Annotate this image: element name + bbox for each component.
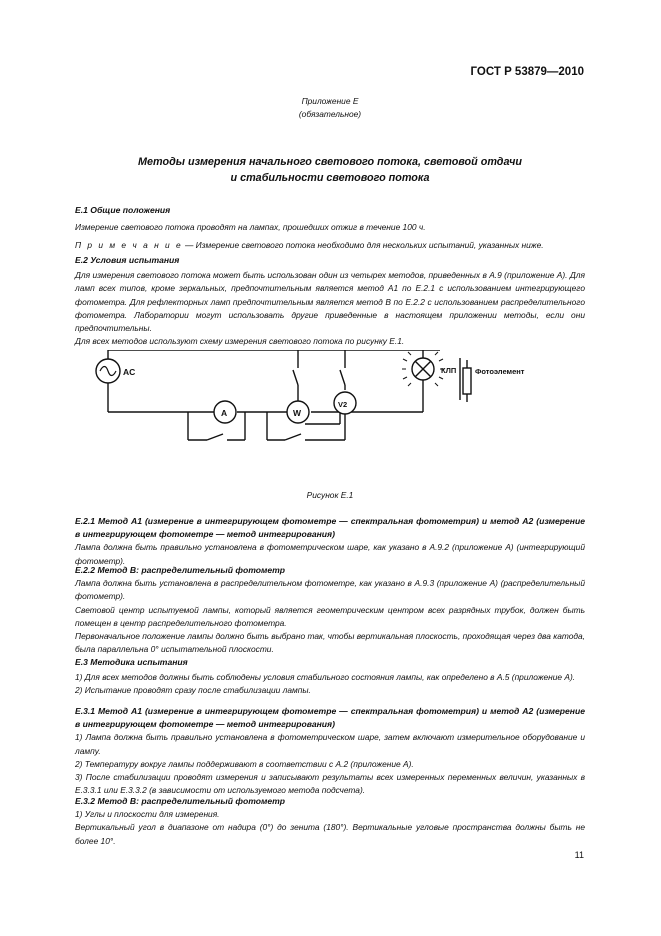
- e3-heading: Е.3 Методика испытания: [75, 657, 188, 667]
- appendix-title: Приложение Е: [301, 96, 359, 106]
- e2-paragraph-2: Для всех методов используют схему измерения светового потока по рисунку Е.1.: [75, 336, 405, 347]
- e1-note: [75, 239, 585, 252]
- note-label: П р и м е ч а н и е: [75, 240, 183, 251]
- photocell-rect: [463, 368, 471, 394]
- e31-item-2: 2) Температуру вокруг лампы поддерживают в соответствии с А.2 (приложение А).: [75, 758, 414, 769]
- section-e32: [75, 795, 585, 848]
- e2-paragraph-1: Для измерения светового потока может быть использован один из четырех методов, приведенных в А.9 (приложение А). Для ламп всех типов, кроме зеркальных, предпочтительным является метод А1 по Е.2.1 с использованием интегрирующего фотометра. Для рефлекторных ламп предпочтительным является метод В по Е.2.2 с использованием распределительного фотометра. Лаборатории могут использовать другие приведенные в настоящем приложении методы, если они предпочтительны.: [75, 270, 585, 334]
- standard-number: ГОСТ Р 53879—2010: [470, 66, 584, 78]
- e3-item-1: 1) Для всех методов должны быть соблюдены условия стабильного состояния лампы, как определено в А.5 (приложение А).: [75, 672, 576, 683]
- e21-heading: Е.2.1 Метод А1 (измерение в интегрирующем фотометре — спектральная фотометрия) и метод А2 (измерение в интегрирующем фотометре — метод интегрирования): [75, 516, 585, 540]
- e21-paragraph: Лампа должна быть правильно установлена в фотометрическом шаре, как указано в А.9.2 (приложение А) (интегрирующий фотометр).: [75, 542, 585, 566]
- section-e22: [75, 564, 585, 656]
- lamp-label: КЛП: [441, 366, 457, 375]
- e31-heading: Е.3.1 Метод А1 (измерение в интегрирующем фотометре — спектральная фотометрия) и метод А2 (измерение в интегрирующем фотометре — метод интегрирования): [75, 706, 585, 730]
- e32-paragraph: Вертикальный угол в диапазоне от надира (0°) до зенита (180°). Вертикальные угловые пространства должны быть не более 10°.: [75, 822, 585, 846]
- section-title-line1: Методы измерения начального светового потока, световой отдачи: [138, 156, 522, 168]
- figure-caption: Рисунок Е.1: [306, 490, 354, 500]
- e32-heading: Е.3.2 Метод В: распределительный фотометр: [75, 796, 285, 806]
- e22-paragraph-2: Световой центр испытуемой лампы, который является геометрическим центром всех разрядных трубок, должен быть помещен в центр распределительного фотометра.: [75, 604, 585, 628]
- section-e3: [75, 656, 585, 698]
- e32-item-1: 1) Углы и плоскости для измерения.: [75, 809, 220, 820]
- ac-label: AC: [123, 367, 136, 377]
- appendix-status: (обязательное): [298, 109, 362, 119]
- section-e2: [75, 254, 585, 348]
- e3-item-2: 2) Испытание проводят сразу после стабилизации лампы.: [75, 685, 311, 696]
- ammeter-label: A: [221, 408, 228, 418]
- page-number: 11: [574, 850, 584, 860]
- e31-item-1: 1) Лампа должна быть правильно установлена в фотометрическом шаре, затем включают измерительное оборудование и лампу.: [75, 732, 585, 756]
- wattmeter-label: W: [293, 408, 302, 418]
- circuit-diagram: [95, 350, 595, 480]
- e1-paragraph: Измерение светового потока проводят на лампах, прошедших отжиг в течение 100 ч.: [75, 222, 426, 233]
- section-e21: [75, 515, 585, 568]
- section-e1: [75, 204, 585, 253]
- e22-paragraph-1: Лампа должна быть установлена в распределительном фотометре, как указано в А.9.3 (приложение А) (распределительный фотометр).: [75, 578, 585, 602]
- section-e31: [75, 705, 585, 797]
- e1-heading: Е.1 Общие положения: [75, 205, 171, 215]
- photocell-label: Фотоэлемент: [475, 367, 525, 376]
- e31-item-3: 3) После стабилизации проводят измерения и записывают результаты всех измеренных переменных величин, указанных в Е.3.3.1 или Е.3.3.2 (в зависимости от используемого метода подсчета).: [75, 772, 585, 796]
- section-title-line2: и стабильности светового потока: [230, 172, 430, 184]
- note-text: — Измерение светового потока необходимо для нескольких испытаний, указанных ниже.: [182, 240, 544, 251]
- e22-paragraph-3: Первоначальное положение лампы должно быть выбрано так, чтобы вертикальная плоскость, проходящая через два катода, была параллельна 0° испытательной плоскости.: [75, 631, 585, 655]
- e22-heading: Е.2.2 Метод В: распределительный фотометр: [75, 565, 285, 575]
- voltmeter-label: V2: [338, 400, 348, 409]
- e2-heading: Е.2 Условия испытания: [75, 255, 180, 265]
